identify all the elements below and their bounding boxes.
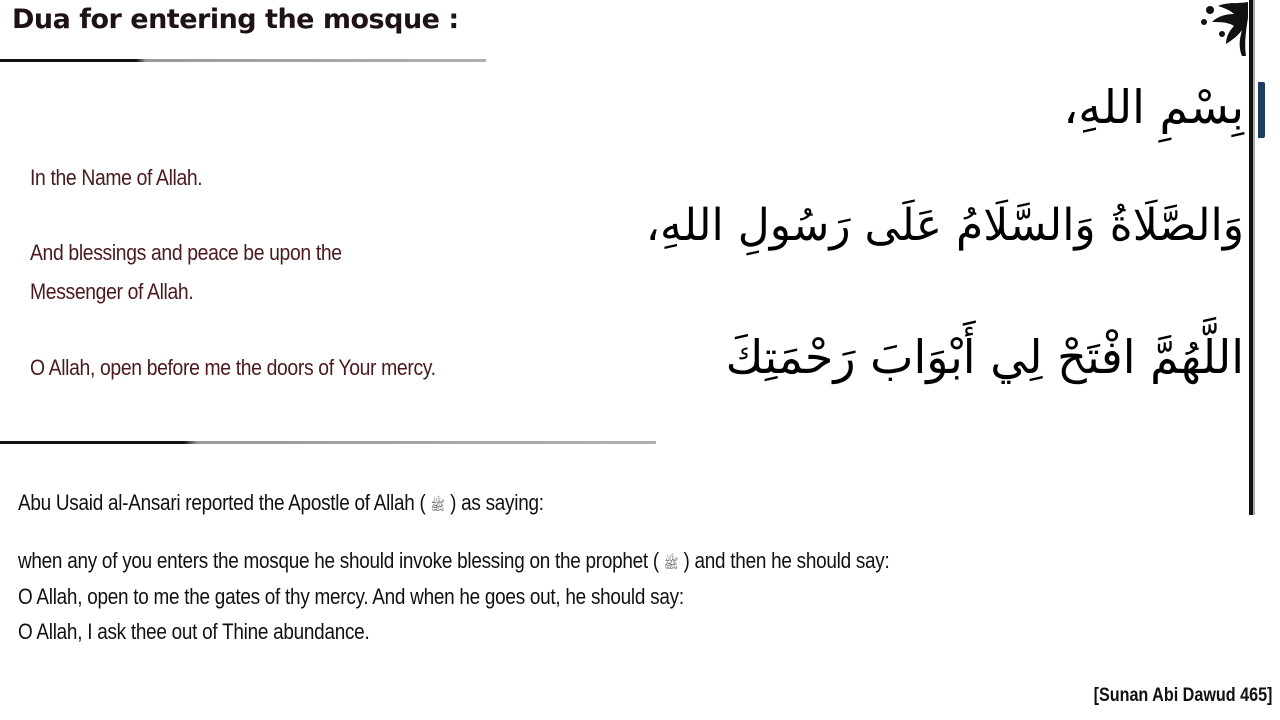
section-divider [0, 441, 656, 444]
translation-line-2b: Messenger of Allah. [30, 279, 194, 304]
hadith-line-3: O Allah, I ask thee out of Thine abundance. [18, 619, 370, 644]
pbuh-icon: ﷺ [430, 498, 446, 514]
hadith-intro-post: ) as saying: [450, 490, 544, 515]
arabic-line-1: بِسْمِ اللهِ، [1063, 80, 1244, 134]
translation-line-3: O Allah, open before me the doors of Your mercy. [30, 355, 436, 380]
arabic-line-2: وَالصَّلَاةُ وَالسَّلَامُ عَلَى رَسُولِ اللهِ، [645, 200, 1244, 251]
side-tab-marker [1258, 82, 1265, 138]
hadith-reference: [Sunan Abi Dawud 465] [1093, 685, 1272, 706]
page-title: Dua for entering the mosque : [12, 4, 459, 35]
title-divider [0, 59, 486, 62]
vertical-border-shadow [1253, 0, 1255, 515]
hadith-line-1-post: ) and then he should say: [683, 548, 890, 573]
pbuh-icon: ﷺ [663, 556, 679, 572]
hadith-line-1 [18, 548, 890, 575]
hadith-line-1-pre: when any of you enters the mosque he should invoke blessing on the prophet ( [18, 548, 659, 573]
hadith-line-2: O Allah, open to me the gates of thy mercy. And when he goes out, he should say: [18, 584, 684, 609]
hadith-intro [18, 490, 544, 517]
hadith-intro-pre: Abu Usaid al-Ansari reported the Apostle of Allah ( [18, 490, 426, 515]
arabic-line-3: اللَّهُمَّ افْتَحْ لِي أَبْوَابَ رَحْمَتِكَ [725, 330, 1244, 384]
translation-line-2a: And blessings and peace be upon the [30, 240, 342, 265]
floral-ornament-icon [1196, 0, 1250, 60]
translation-line-1: In the Name of Allah. [30, 165, 203, 190]
